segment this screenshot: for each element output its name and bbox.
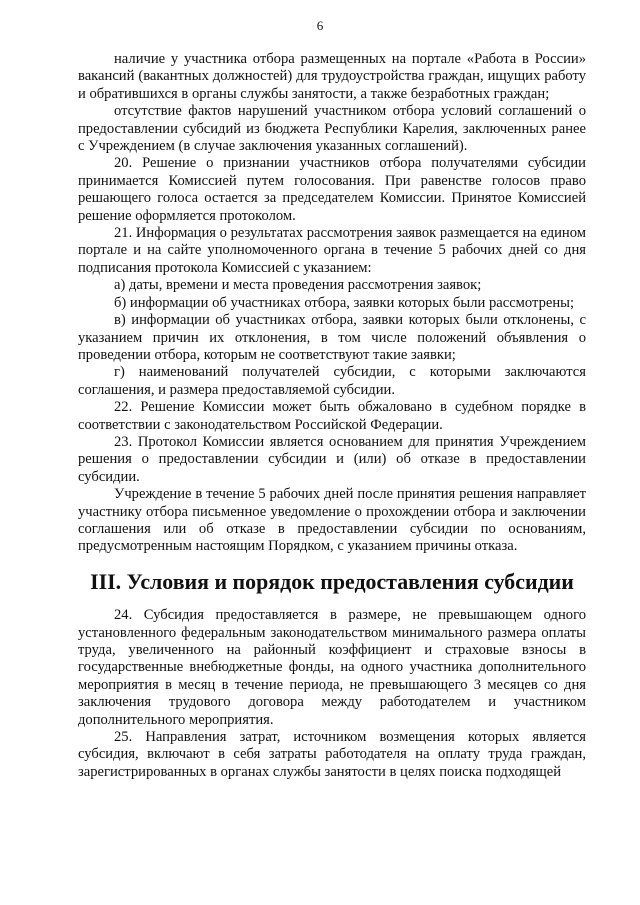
paragraph-20: 20. Решение о признании участников отбора получателями субсидии принимается Комиссией путем голосования. При равенстве голосов право решающего голоса остается за председателем Комиссии. Принятое Комиссией решение оформляется протоколом. [78,155,586,224]
paragraph-21-b: б) информации об участниках отбора, заявки которых были рассмотрены; [114,294,575,311]
paragraph-22: 22. Решение Комиссии может быть обжаловано в судебном порядке в соответствии с законодательством Российской Федерации. [78,399,586,433]
paragraph-21-g: г) наименований получателей субсидии, с которыми заключаются соглашения, и размера предоставляемой субсидии. [78,364,586,398]
paragraph-criterion-vacancies: наличие у участника отбора размещенных на портале «Работа в России» вакансий (вакантных должностей) для трудоустройства граждан, ищущих работу и обратившихся в органы службы занятости, а также безработных граждан; [78,51,586,102]
document-body [78,51,586,781]
page-number: 6 [316,18,324,33]
paragraph-21-a: а) даты, времени и места проведения рассмотрения заявок; [114,277,482,294]
paragraph-23: 23. Протокол Комиссии является основанием для принятия Учреждением решения о предоставлении субсидии и (или) об отказе в предоставлении субсидии. [78,433,586,485]
paragraph-21-v: в) информации об участниках отбора, заявки которых были отклонены, с указанием причин их отклонения, в том числе положений объявления о проведении отбора, которым не соответствуют такие заявки; [78,312,586,363]
paragraph-24: 24. Субсидия предоставляется в размере, не превышающем одного установленного федеральным законодательством минимального размера оплаты труда, увеличенного на районный коэффициент и страховые взносы в государственные внебюджетные фонды, на одного участника дополнительного мероприятия в месяц в течение периода, не превышающего 3 месяцев со дня заключения трудового договора между работодателем и участником дополнительного мероприятия. [78,607,586,728]
paragraph-criterion-no-violations: отсутствие фактов нарушений участником отбора условий соглашений о предоставлении субсидий из бюджета Республики Карелия, заключенных ранее с Учреждением (в случае заключения указанных соглашений). [78,103,586,155]
section-heading: III. Условия и порядок предоставления субсидии [90,568,574,594]
paragraph-21: 21. Информация о результатах рассмотрения заявок размещается на едином портале и на сайте уполномоченного органа в течение 5 рабочих дней со дня подписания протокола Комиссией с указанием: [78,225,587,276]
paragraph-23-notice: Учреждение в течение 5 рабочих дней после принятия решения направляет участнику отбора письменное уведомление о прохождении отбора и заключении соглашения или об отказе в предоставлении субсидии по основаниям, предусмотренным настоящим Порядком, с указанием причины отказа. [78,486,586,555]
paragraph-25: 25. Направления затрат, источником возмещения которых является субсидия, включают в себя затраты работодателя на оплату труда граждан, зарегистрированных в органах службы занятости в целях поиска подходящей [78,729,586,780]
